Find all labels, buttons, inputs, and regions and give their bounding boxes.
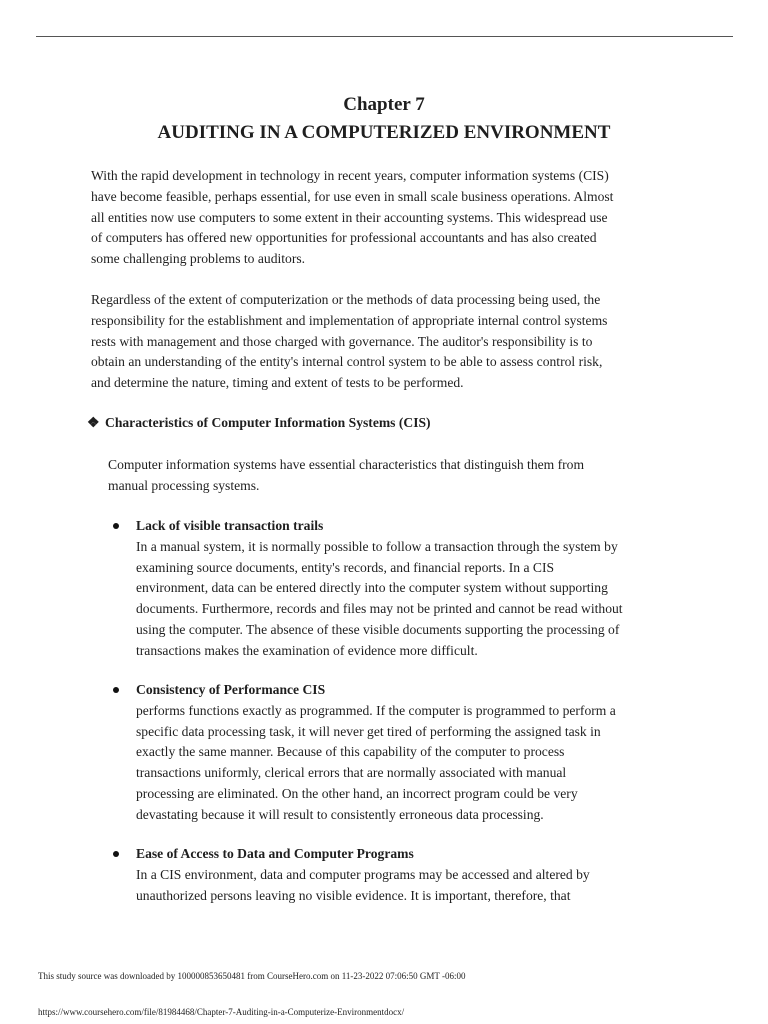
paragraph-line: all entities now use computers to some extent in their accounting systems. This widespread use [91, 209, 608, 225]
header-rule [36, 36, 733, 37]
paragraph-line: With the rapid development in technology in recent years, computer information systems (CIS) [91, 168, 609, 183]
paragraph-line: and determine the nature, timing and extent of tests to be performed. [91, 375, 464, 391]
section-intro [108, 455, 668, 497]
bullet-dot-icon [113, 851, 119, 857]
bullet-dot-icon [113, 523, 119, 529]
paragraph-line: transactions makes the examination of evidence more difficult. [136, 642, 478, 658]
paragraph-line: Regardless of the extent of computerization or the methods of data processing being used, the [91, 292, 601, 307]
paragraph-line: examining source documents, entity's records, and financial reports. In a CIS [136, 559, 555, 575]
bullet-body [136, 537, 681, 662]
bullet-title: Lack of visible transaction trails [136, 518, 324, 533]
source-url-link[interactable]: https://www.coursehero.com/file/81984468/Chapter-7-Auditing-in-a-Computerize-Environmentdocx/ [38, 1007, 405, 1017]
paragraph-line: Computer information systems have essential characteristics that distinguish them from [108, 457, 585, 472]
paragraph-line: obtain an understanding of the entity's internal control system to be able to assess control risk, [91, 354, 603, 370]
section-heading-text: Characteristics of Computer Information Systems (CIS) [105, 415, 431, 430]
paragraph-intro [91, 166, 681, 270]
paragraph-line: performs functions exactly as programmed. If the computer is programmed to perform a [136, 702, 616, 718]
paragraph-line: environment, data can be entered directly into the computer system without supporting [136, 580, 608, 596]
paragraph-line: exactly the same manner. Because of this capability of the computer to process [136, 744, 565, 760]
paragraph-line: using the computer. The absence of these visible documents supporting the processing of [136, 621, 620, 637]
paragraph-line: have become feasible, perhaps essential, for use even in small scale business operations. Almost [91, 188, 614, 204]
diamond-bullet-icon: ❖ [87, 416, 100, 431]
paragraph-line: In a manual system, it is normally possible to follow a transaction through the system by [136, 538, 618, 554]
paragraph-line: unauthorized persons leaving no visible evidence. It is important, therefore, that [136, 887, 571, 903]
download-notice: This study source was downloaded by 100000853650481 from CourseHero.com on 11-23-2022 07:06:50 GMT -06:00 [38, 971, 466, 981]
paragraph-line: some challenging problems to auditors. [91, 251, 306, 267]
page-title: AUDITING IN A COMPUTERIZED ENVIRONMENT [157, 122, 611, 143]
paragraph-line: transactions uniformly, clerical errors that are normally associated with manual [136, 765, 567, 781]
bullet-title: Consistency of Performance CIS [136, 682, 326, 697]
bullet-title: Ease of Access to Data and Computer Programs [136, 846, 414, 861]
paragraph-line: responsibility for the establishment and implementation of appropriate internal control systems [91, 312, 608, 328]
paragraph-line: rests with management and those charged with governance. The auditor's responsibility is to [91, 333, 593, 349]
bullet-dot-icon [113, 687, 119, 693]
paragraph-responsibility [91, 290, 681, 394]
paragraph-line: specific data processing task, it will never get tired of performing the assigned task in [136, 723, 601, 739]
paragraph-line: processing are eliminated. On the other hand, an incorrect program could be very [136, 785, 578, 801]
section-heading [87, 413, 431, 434]
bullet-body [136, 865, 681, 907]
paragraph-line: devastating because it will result to consistently erroneous data processing. [136, 806, 544, 822]
chapter-label: Chapter 7 [343, 94, 425, 115]
bullet-body [136, 701, 681, 826]
paragraph-line: manual processing systems. [108, 477, 260, 493]
paragraph-line: of computers has offered new opportunities for professional accountants and has also created [91, 230, 597, 246]
paragraph-line: In a CIS environment, data and computer programs may be accessed and altered by [136, 866, 590, 882]
paragraph-line: documents. Furthermore, records and files may not be printed and cannot be read without [136, 601, 623, 617]
